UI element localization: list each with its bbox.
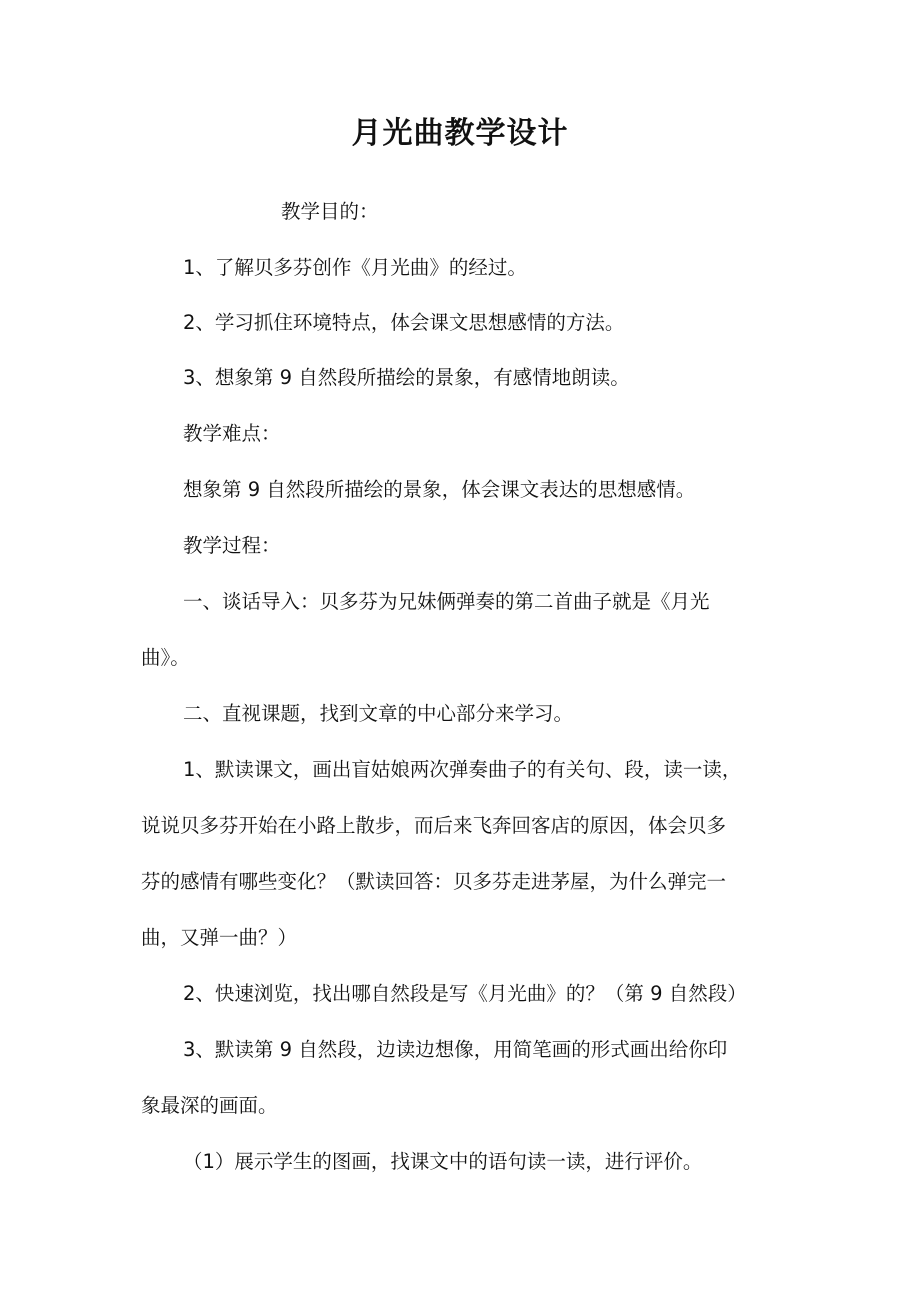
paragraph-line: 想象第 9 自然段所描绘的景象，体会课文表达的思想感情。 <box>183 478 696 501</box>
paragraph-line: 象最深的画面。 <box>141 1094 278 1117</box>
paragraph-line: 二、直视课题，找到文章的中心部分来学习。 <box>183 702 574 725</box>
paragraph-line: 3、默读第 9 自然段，边读边想像，用简笔画的形式画出给你印 <box>183 1038 728 1061</box>
paragraph-line: 一、谈话导入：贝多芬为兄妹俩弹奏的第二首曲子就是《月光 <box>183 590 710 613</box>
section-heading-difficulty: 教学难点： <box>183 422 281 445</box>
paragraph-line: 2、学习抓住环境特点，体会课文思想感情的方法。 <box>183 311 625 334</box>
paragraph-line: 1、默读课文，画出盲姑娘两次弹奏曲子的有关句、段，读一读， <box>183 758 742 781</box>
paragraph-line: （1）展示学生的图画，找课文中的语句读一读，进行评价。 <box>183 1150 703 1173</box>
paragraph-line: 曲，又弹一曲？） <box>141 926 298 949</box>
section-heading-objectives: 教学目的： <box>281 200 379 223</box>
paragraph-line: 1、了解贝多芬创作《月光曲》的经过。 <box>183 256 527 279</box>
section-heading-process: 教学过程： <box>183 534 281 557</box>
paragraph-line: 曲》。 <box>141 646 190 669</box>
paragraph-line: 2、快速浏览，找出哪自然段是写《月光曲》的？（第 9 自然段） <box>183 982 747 1005</box>
document-title: 月光曲教学设计 <box>351 116 569 151</box>
paragraph-line: 说说贝多芬开始在小路上散步，而后来飞奔回客店的原因，体会贝多 <box>141 814 727 837</box>
paragraph-line: 芬的感情有哪些变化？（默读回答：贝多芬走进茅屋，为什么弹完一 <box>141 870 727 893</box>
paragraph-line: 3、想象第 9 自然段所描绘的景象，有感情地朗读。 <box>183 366 630 389</box>
